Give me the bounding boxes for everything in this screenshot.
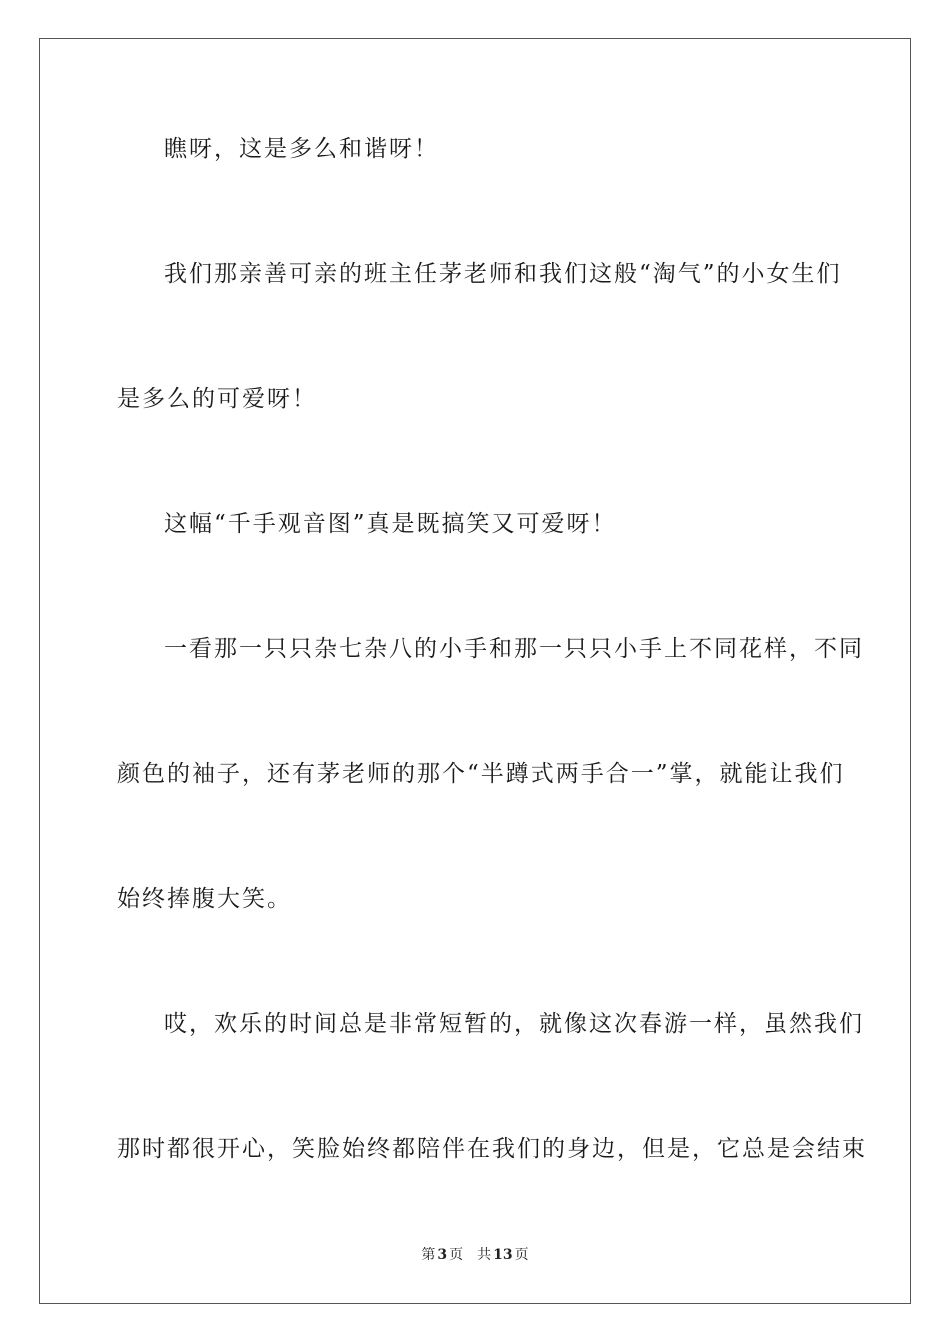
footer-page-suffix: 页 bbox=[449, 1247, 464, 1263]
footer-page-prefix: 第 bbox=[421, 1247, 436, 1263]
page-border bbox=[39, 38, 911, 1304]
footer-total-suffix: 页 bbox=[514, 1247, 529, 1263]
footer-total-pages: 13 bbox=[493, 1247, 513, 1263]
paragraph-line-2: 我们那亲善可亲的班主任茅老师和我们这般“淘气”的小女生们 bbox=[164, 261, 842, 287]
footer-page-number: 3 bbox=[437, 1247, 448, 1263]
paragraph-line-5: 一看那一只只杂七杂八的小手和那一只只小手上不同花样，不同 bbox=[164, 636, 864, 662]
paragraph-line-7: 始终捧腹大笑。 bbox=[117, 886, 292, 912]
paragraph-line-1: 瞧呀，这是多么和谐呀！ bbox=[164, 136, 439, 162]
page-footer bbox=[0, 1245, 950, 1265]
paragraph-line-3: 是多么的可爱呀！ bbox=[117, 386, 317, 412]
footer-total-prefix: 共 bbox=[477, 1247, 492, 1263]
paragraph-line-9: 那时都很开心，笑脸始终都陪伴在我们的身边，但是，它总是会结束 bbox=[117, 1136, 867, 1162]
paragraph-line-4: 这幅“千手观音图”真是既搞笑又可爱呀！ bbox=[164, 511, 617, 537]
paragraph-line-6: 颜色的袖子，还有茅老师的那个“半蹲式两手合一”掌，就能让我们 bbox=[117, 761, 845, 787]
paragraph-line-8: 哎，欢乐的时间总是非常短暂的，就像这次春游一样，虽然我们 bbox=[164, 1011, 864, 1037]
